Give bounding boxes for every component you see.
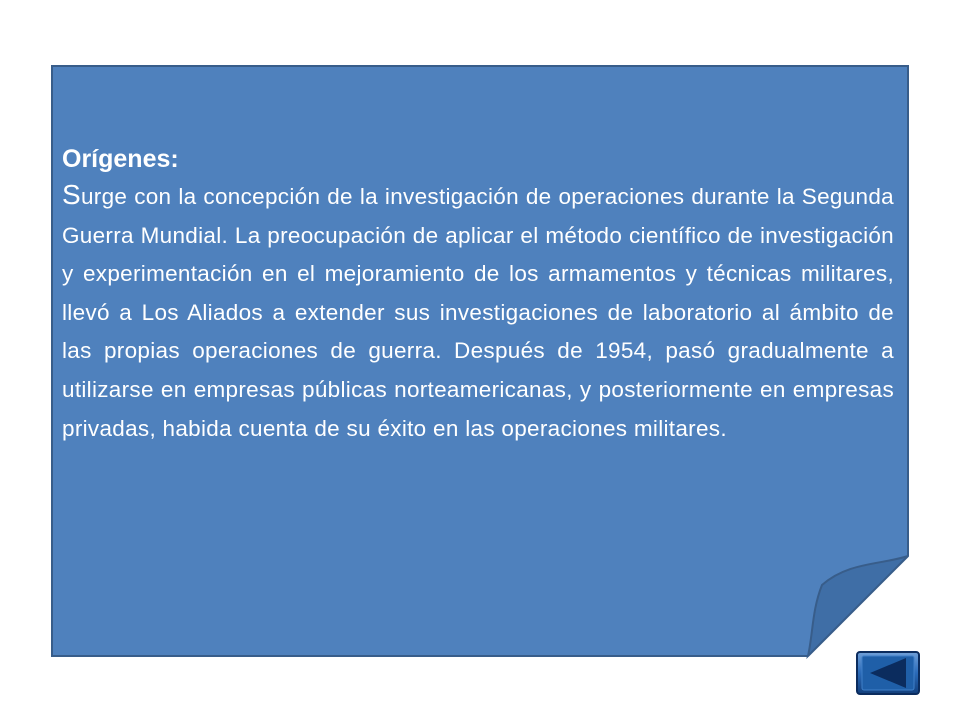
heading: Orígenes: <box>62 145 179 173</box>
drop-letter: S <box>62 179 81 210</box>
triangle-left-icon <box>856 651 920 695</box>
body-text: urge con la concepción de la investigación de operaciones durante la Segunda Guerra Mundial. La preocupación de aplicar el método científico de investigación y experimentación en el mejoramiento de los armamentos y técnicas militares, llevó a Los Aliados a extender sus investigaciones de laboratorio al ámbito de las propias operaciones de guerra. Después de 1954, pasó gradualmente a utilizarse en empresas públicas norteamericanas, y posteriormente en empresas privadas, habida cuenta de su éxito en las operaciones militares. <box>62 184 894 441</box>
back-button[interactable] <box>856 651 920 695</box>
body-paragraph <box>62 176 894 448</box>
content-block <box>62 142 894 448</box>
